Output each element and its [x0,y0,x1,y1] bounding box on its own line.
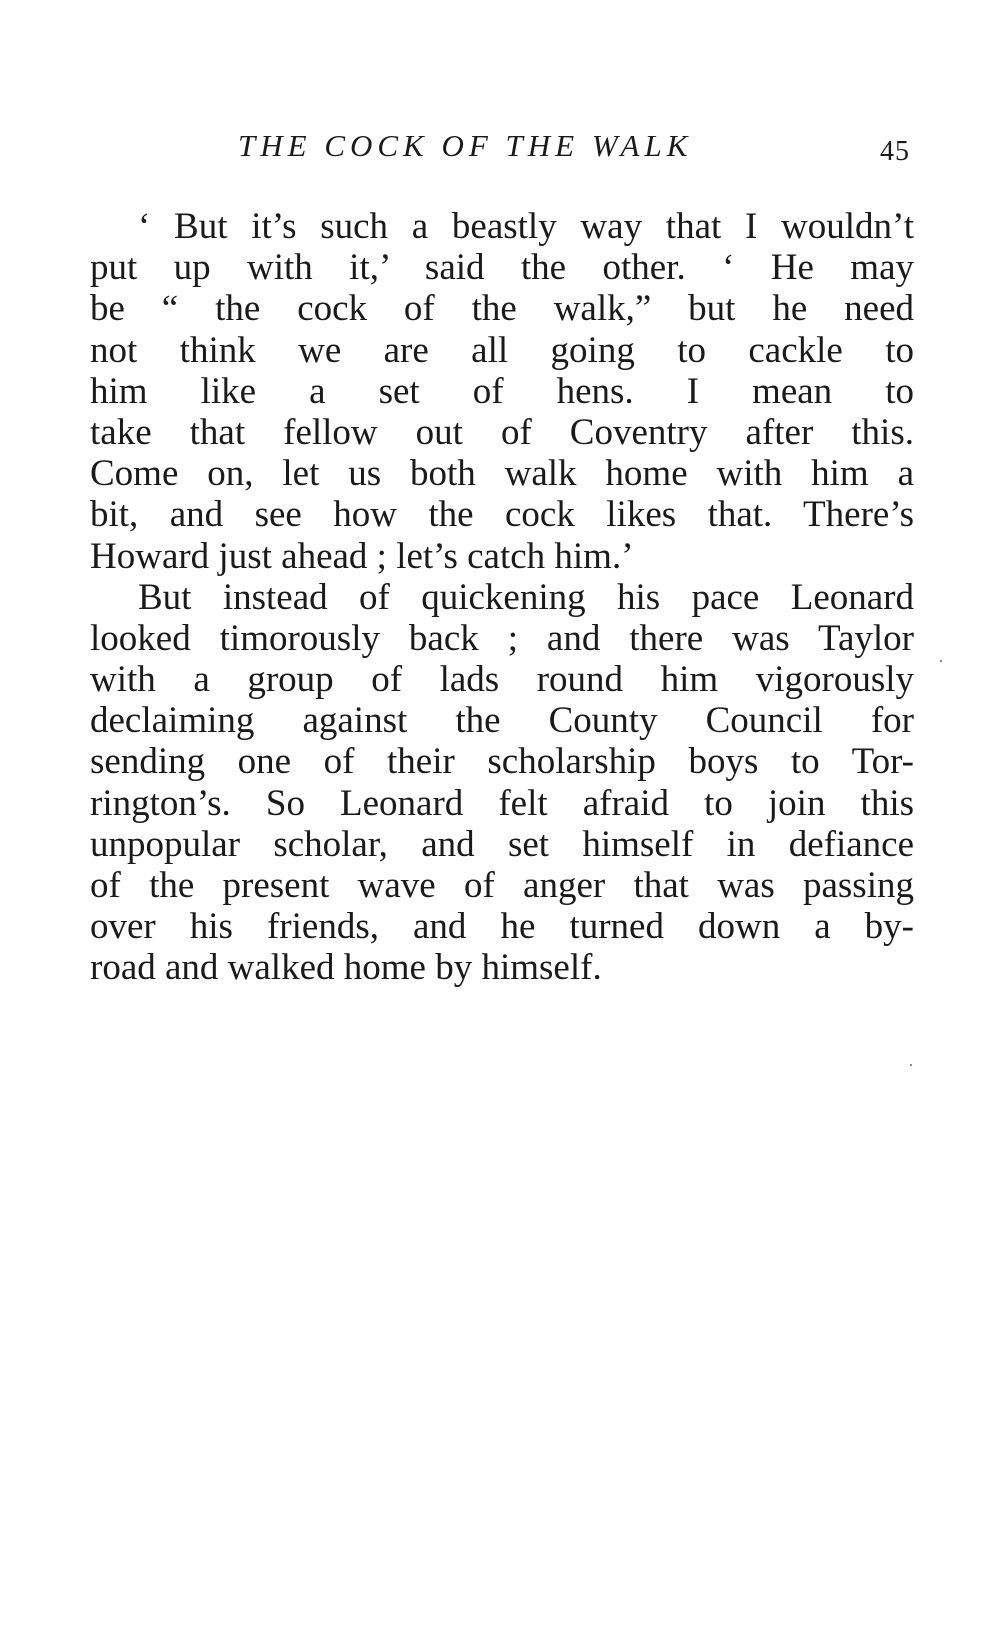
text-line: with a group of lads round him vigorously [90,659,914,701]
text-line: not think we are all going to cackle to [90,329,914,371]
text-line: bit, and see how the cock likes that. There’s [90,494,914,536]
text-line: be “ the cock of the walk,” but he need [90,288,914,330]
print-speck [910,1064,912,1066]
print-speck [940,660,942,662]
text-line: Howard just ahead ; let’s catch him.’ [90,535,634,577]
text-line: take that fellow out of Coventry after this. [90,411,914,453]
text-line: over his friends, and he turned down a by- [90,906,914,948]
text-line: declaiming against the County Council for [90,700,914,742]
text-line: ‘ But it’s such a beastly way that I wouldn’t [138,206,914,247]
body-text [90,206,914,989]
text-line: But instead of quickening his pace Leonard [138,576,914,618]
text-line: Come on, let us both walk home with him a [90,453,914,495]
running-head [90,128,910,178]
page-number: 45 [880,136,910,167]
text-line: sending one of their scholarship boys to Tor- [90,741,914,783]
text-line: put up with it,’ said the other. ‘ He may [90,247,914,289]
text-line: looked timorously back ; and there was Taylor [90,617,914,659]
text-line: him like a set of hens. I mean to [90,370,914,412]
text-line: of the present wave of anger that was passing [90,865,914,906]
text-line: road and walked home by himself. [90,947,602,989]
running-title: THE COCK OF THE WALK [238,128,693,163]
text-line: rington’s. So Leonard felt afraid to join this [90,782,914,824]
text-line: unpopular scholar, and set himself in defiance [90,823,914,865]
